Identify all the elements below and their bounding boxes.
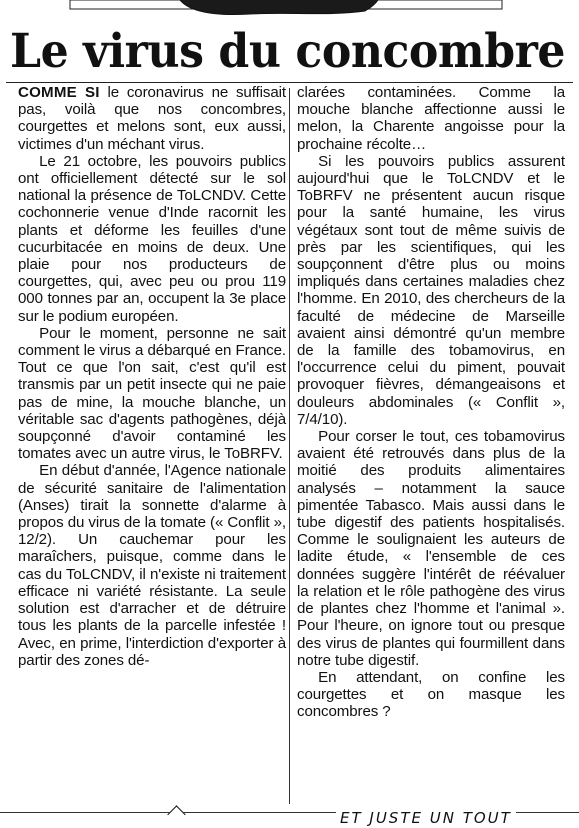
article-paragraph: Pour corser le tout, ces tobamovirus avaient été retrouvés dans plus de la moitié des produits alimentaires analysés – notamment la sauce pimentée Tabasco. Mais aussi dans le tube digestif des patients hospitalisés. Comme le soulignaient les auteurs de ladite étude, « l'ensemble de ces données suggère l'intérêt de réévaluer la relation et le rôle pathogène des virus de plantes chez l'homme et l'animal ». Pour l'heure, on ignore tout ou presque des virus de plantes qui fourmillent dans notre tube digestif. [297, 428, 565, 669]
article-column-left [18, 84, 286, 809]
cartoon-drawing-top [180, 0, 378, 14]
article-paragraph: Pour le moment, personne ne sait comment le virus a débarqué en France. Tout ce que l'on sait, c'est qu'il est transmis par un petit insecte qui ne paie pas de mine, la mouche blanche, un véritable sac d'agents pathogènes, déjà soupçonné d'avoir contaminé les tomates avec un autre virus, le ToBRFV. [18, 324, 286, 463]
article-paragraph: Si les pouvoirs publics assurent aujourd'hui que le ToLCNDV et le ToBRFV ne présentent aucun risque pour la santé humaine, les virus végétaux sont tout de même suivis de près par les scientifiques, qui les soupçonnent d'être plus ou moins impliqués dans certaines maladies chez l'homme. En 2010, des chercheurs de la faculté de médecine de Marseille avaient ainsi démontré qu'un membre de la famille des tobamovirus, en l'occurrence celui du piment, pouvait provoquer fièvres, démangeaisons et douleurs abdominales (« Conflit », 7/4/10). [297, 152, 565, 428]
article-column-right [297, 84, 565, 809]
lead-text: le coronavirus ne suffisait pas, voilà que nos concombres, courgettes et melons sont, eux aussi, victimes d'un méchant virus. [18, 84, 286, 153]
article-paragraph: clarées contaminées. Comme la mouche blanche affectionne aussi le melon, la Charente angoisse pour la prochaine récolte… [297, 84, 565, 153]
article-headline: Le virus du concombre [10, 24, 566, 79]
column-divider [289, 88, 290, 804]
cartoon-illustration-top [0, 0, 579, 22]
article-paragraph: Le 21 octobre, les pouvoirs publics ont officiellement détecté sur le sol national la présence de ToLCNDV. Cette cochonnerie venue d'Inde racornit les plants et déforme les feuilles d'une cucurbitacée en moins de deux. Une plaie pour nos producteurs de courgettes, qui, avec peu ou prou 119 000 tonnes par an, occupent la 3e place sur le podium européen. [18, 152, 286, 325]
article-kicker: COMME SI [18, 84, 100, 101]
article-paragraph [18, 84, 286, 153]
article-paragraph: En début d'année, l'Agence nationale de sécurité sanitaire de l'alimentation (Anses) tirait la sonnette d'alarme à propos du virus de la tomate (« Conflit », 12/2). Un cauchemar pour les maraîchers, puisque, comme dans le cas du ToLCNDV, il n'existe ni traitement efficace ni variété résistante. La seule solution est d'arracher et de détruire tous les plants de la parcelle infestée ! Avec, en prime, l'interdiction d'exporter à partir des zones dé- [18, 462, 286, 669]
article-paragraph: En attendant, on confine les courgettes et on masque les concombres ? [297, 668, 565, 721]
cartoon-caption: ET JUSTE UN TOUT [336, 809, 516, 827]
headline-rule [6, 82, 573, 83]
